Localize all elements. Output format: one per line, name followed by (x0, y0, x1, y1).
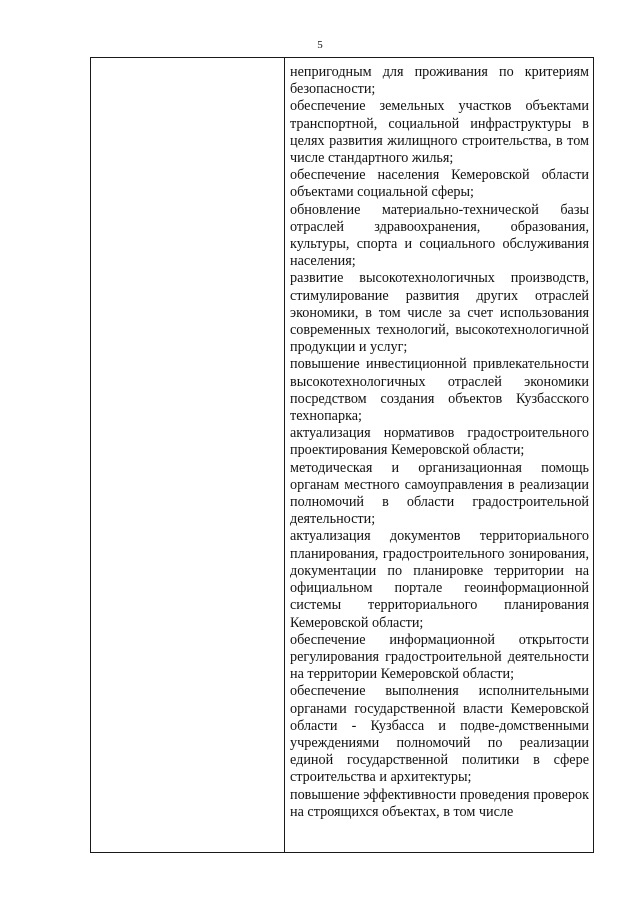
paragraph: актуализация нормативов градостроительного проектирования Кемеровской области; (290, 425, 589, 459)
paragraph: обеспечение информационной открытости регулирования градостроительной деятельности на территории Кемеровской области; (290, 631, 589, 683)
paragraph: обеспечение выполнения исполнительными органами государственной власти Кемеровской области - Кузбасса и подве-домственными учреждениями полномочий по реализации единой государственной политики в сфере строительства и архитектуры; (290, 683, 589, 786)
paragraph: повышение инвестиционной привлекательности высокотехнологичных отраслей экономики посредством создания объектов Кузбасского технопарка; (290, 356, 589, 425)
paragraph: методическая и организационная помощь органам местного самоуправления в реализации полномочий в области градостроительной деятельности; (290, 459, 589, 528)
document-table (90, 57, 594, 853)
paragraph: обновление материально-технической базы отраслей здравоохранения, образования, культуры, спорта и социального обслуживания населения; (290, 201, 589, 270)
paragraph: обеспечение населения Кемеровской области объектами социальной сферы; (290, 167, 589, 201)
paragraph: непригодным для проживания по критериям безопасности; (290, 64, 589, 98)
table-row (91, 58, 594, 853)
cell-text (290, 64, 589, 821)
paragraph: повышение эффективности проведения проверок на строящихся объектах, в том числе (290, 786, 589, 820)
paragraph: обеспечение земельных участков объектами транспортной, социальной инфраструктуры в целях развития жилищного строительства, в том числе стандартного жилья; (290, 98, 589, 167)
paragraph: развитие высокотехнологичных производств, стимулирование развития других отраслей экономики, в том числе за счет использования современных технологий, высокотехнологичной продукции и услуг; (290, 270, 589, 356)
page-number: 5 (317, 39, 323, 51)
table-cell-right (285, 58, 594, 853)
paragraph: актуализация документов территориального планирования, градостроительного зонирования, документации по планировке территории на официальном портале геоинформационной системы территориального планирования Кемеровской области; (290, 528, 589, 631)
table-cell-left (91, 58, 285, 853)
